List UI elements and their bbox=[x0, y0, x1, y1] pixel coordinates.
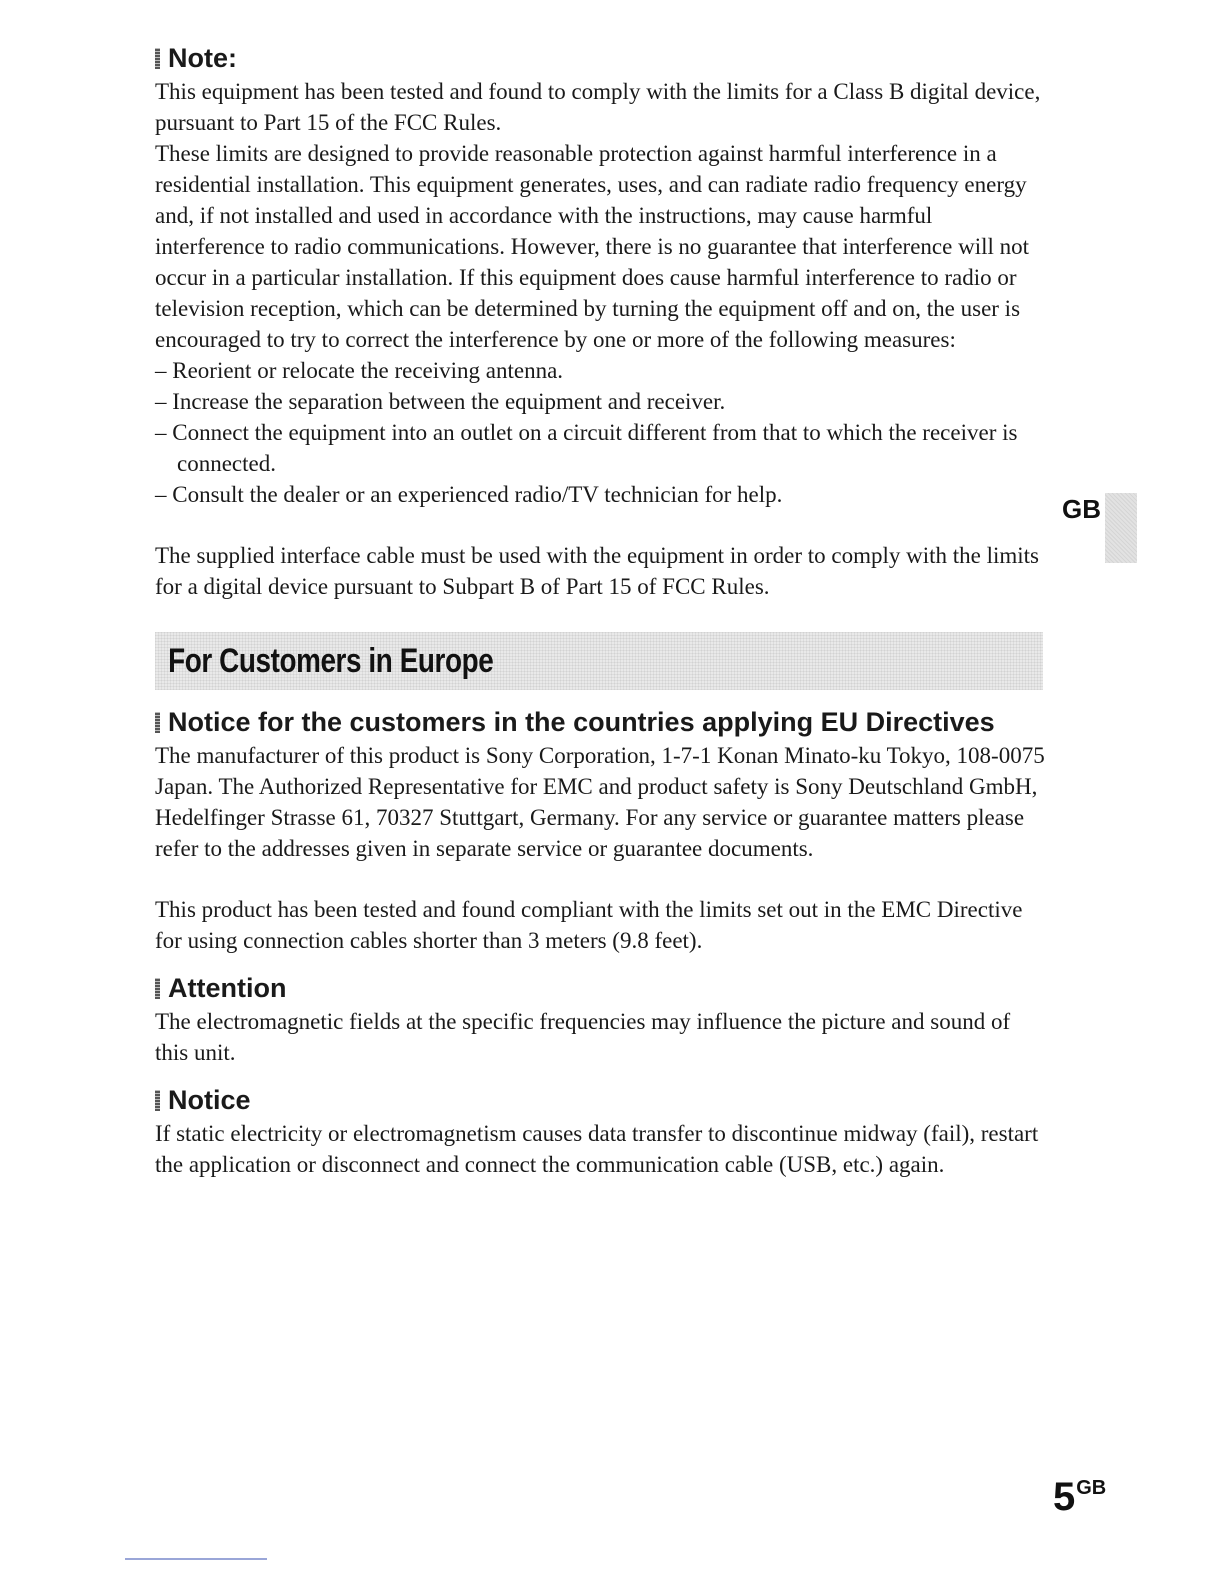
note-heading bbox=[155, 40, 1045, 76]
page-number-value: 5 bbox=[1053, 1475, 1076, 1519]
note-heading-text: Note: bbox=[168, 43, 237, 73]
attention-heading bbox=[155, 970, 1045, 1006]
spacer bbox=[155, 864, 1045, 894]
notice-heading-text: Notice bbox=[168, 1085, 251, 1115]
list-item: – Consult the dealer or an experienced radio/TV technician for help. bbox=[155, 482, 783, 507]
list-item: – Increase the separation between the equipment and receiver. bbox=[155, 389, 726, 414]
footer-rule bbox=[125, 1558, 267, 1560]
note-paragraph-2: These limits are designed to provide reasonable protection against harmful interference in a residential installation. This equipment generates, uses, and can radiate radio frequency energy and, if not installed and used in accordance with the instructions, may cause harmful interference to radio communications. However, there is no guarantee that interference will not occur in a particular installation. If this equipment does cause harmful interference to radio or television reception, which can be determined by turning the equipment off and on, the user is encouraged to try to correct the interference by one or more of the following measures: bbox=[155, 141, 1029, 352]
spacer bbox=[155, 1068, 1045, 1082]
page-number bbox=[1053, 1475, 1106, 1520]
language-tab-label: GB bbox=[1062, 494, 1101, 524]
spacer bbox=[155, 510, 1045, 540]
note-paragraph-3: The supplied interface cable must be used with the equipment in order to comply with the limits for a digital device pursuant to Subpart B of Part 15 of FCC Rules. bbox=[155, 543, 1040, 599]
notice-heading bbox=[155, 1082, 1045, 1118]
eu-notice-heading bbox=[155, 704, 1045, 740]
eu-notice-heading-text: Notice for the customers in the countries applying EU Directives bbox=[168, 707, 995, 737]
attention-text: The electromagnetic fields at the specific frequencies may influence the picture and sound of this unit. bbox=[155, 1009, 1011, 1065]
measures-list bbox=[155, 355, 1045, 510]
section-marker-icon bbox=[155, 712, 160, 733]
language-tab-shade bbox=[1105, 493, 1137, 563]
eu-paragraph-1: The manufacturer of this product is Sony Corporation, 1-7-1 Konan Minato-ku Tokyo, 108-0075 Japan. The Authorized Representative for EMC and product safety is Sony Deutschland GmbH, Hedelfinger Strasse 61, 70327 Stuttgart, Germany. For any service or guarantee matters please refer to the addresses given in separate service or guarantee documents. bbox=[155, 743, 1045, 861]
attention-heading-text: Attention bbox=[168, 973, 287, 1003]
section-marker-icon bbox=[155, 1090, 160, 1111]
section-marker-icon bbox=[155, 978, 160, 999]
language-tab bbox=[1062, 493, 1137, 563]
note-paragraph-1: This equipment has been tested and found to comply with the limits for a Class B digital device, pursuant to Part 15 of the FCC Rules. bbox=[155, 79, 1041, 135]
page-number-suffix: GB bbox=[1076, 1477, 1107, 1499]
list-item: – Reorient or relocate the receiving antenna. bbox=[155, 358, 564, 383]
page-content bbox=[155, 40, 1045, 1180]
eu-paragraph-2: This product has been tested and found compliant with the limits set out in the EMC Directive for using connection cables shorter than 3 meters (9.8 feet). bbox=[155, 897, 1023, 953]
section-marker-icon bbox=[155, 48, 160, 69]
spacer bbox=[155, 956, 1045, 970]
europe-section-banner bbox=[155, 632, 1043, 690]
notice-text: If static electricity or electromagnetism causes data transfer to discontinue midway (fail), restart the application or disconnect and connect the communication cable (USB, etc.) again. bbox=[155, 1121, 1039, 1177]
europe-banner-title: For Customers in Europe bbox=[168, 641, 494, 680]
list-item: – Connect the equipment into an outlet on a circuit different from that to which the receiver is connected. bbox=[155, 420, 1018, 476]
